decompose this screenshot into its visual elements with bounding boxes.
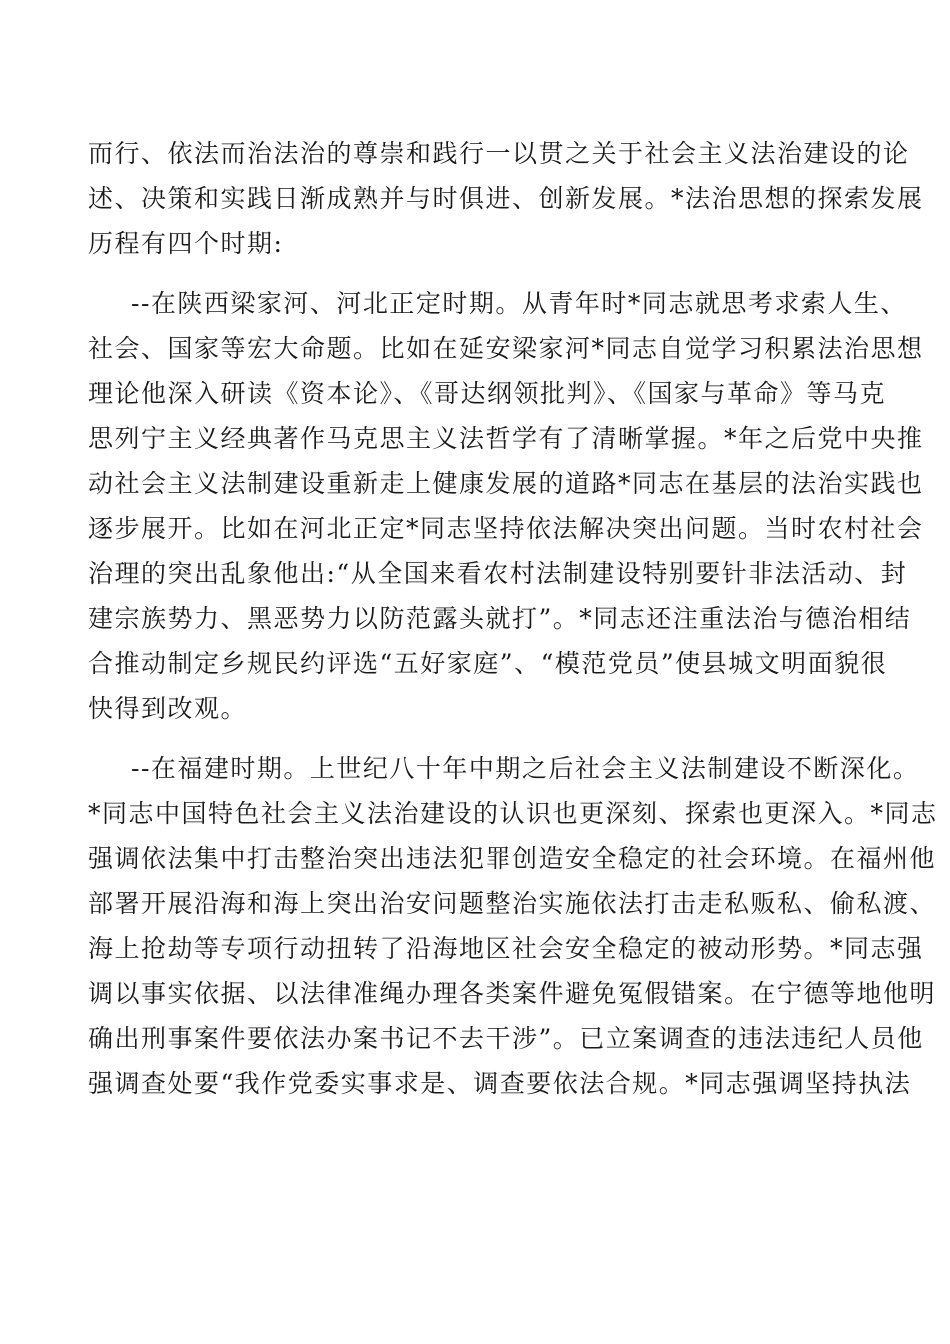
text-line: --在陕西梁家河、河北正定时期。从青年时*同志就思考求索人生、 xyxy=(131,289,907,318)
text-line: 述、决策和实践日渐成熟并与时俱进、创新发展。*法治思想的探索发展 xyxy=(88,184,924,213)
text-line: 动社会主义法制建设重新走上健康发展的道路*同志在基层的法治实践也 xyxy=(88,469,924,498)
text-line: 快得到改观。 xyxy=(88,694,248,723)
text-line: 理论他深入研读《资本论》、《哥达纲领批判》、《国家与革命》等马克 xyxy=(88,379,887,408)
text-line: 强调依法集中打击整治突出违法犯罪创造安全稳定的社会环境。在福州他 xyxy=(88,844,937,873)
text-line: 而行、依法而治法治的尊崇和践行一以贯之关于社会主义法治建设的论 xyxy=(88,139,910,168)
text-line: 逐步展开。比如在河北正定*同志坚持依法解决突出问题。当时农村社会 xyxy=(88,514,924,543)
text-line: 确出刑事案件要依法办案书记不去干涉”。已立案调查的违法违纪人员他 xyxy=(88,1024,924,1053)
text-line: --在福建时期。上世纪八十年中期之后社会主义法制建设不断深化。 xyxy=(131,754,920,783)
paragraph-gap xyxy=(88,731,868,746)
text-line: *同志中国特色社会主义法治建设的认识也更深刻、探索也更深入。*同志 xyxy=(88,799,938,828)
text-line: 部署开展沿海和海上突出治安问题整治实施依法打击走私贩私、偷私渡、 xyxy=(88,889,937,918)
text-line: 合推动制定乡规民约评选“五好家庭”、“模范党员”使县城文明面貌很 xyxy=(88,649,888,678)
paragraph xyxy=(88,281,924,731)
text-line: 历程有四个时期: xyxy=(88,229,284,258)
paragraph xyxy=(88,131,924,266)
paragraph-gap xyxy=(88,266,868,281)
text-line: 思列宁主义经典著作马克思主义法哲学有了清晰掌握。*年之后党中央推 xyxy=(88,424,924,453)
text-line: 建宗族势力、黑恶势力以防范露头就打”。*同志还注重法治与德治相结 xyxy=(88,604,912,633)
text-line: 治理的突出乱象他出:“从全国来看农村法制建设特别要针非法活动、封 xyxy=(88,559,908,588)
text-line: 调以事实依据、以法律准绳办理各类案件避免冤假错案。在宁德等地他明 xyxy=(88,979,937,1008)
document-body xyxy=(88,131,938,1106)
text-line: 强调查处要“我作党委实事求是、调查要依法合规。*同志强调坚持执法 xyxy=(88,1069,912,1098)
text-line: 社会、国家等宏大命题。比如在延安梁家河*同志自觉学习积累法治思想 xyxy=(88,334,924,363)
paragraph xyxy=(88,746,938,1106)
text-line: 海上抢劫等专项行动扭转了沿海地区社会安全稳定的被动形势。*同志强 xyxy=(88,934,924,963)
